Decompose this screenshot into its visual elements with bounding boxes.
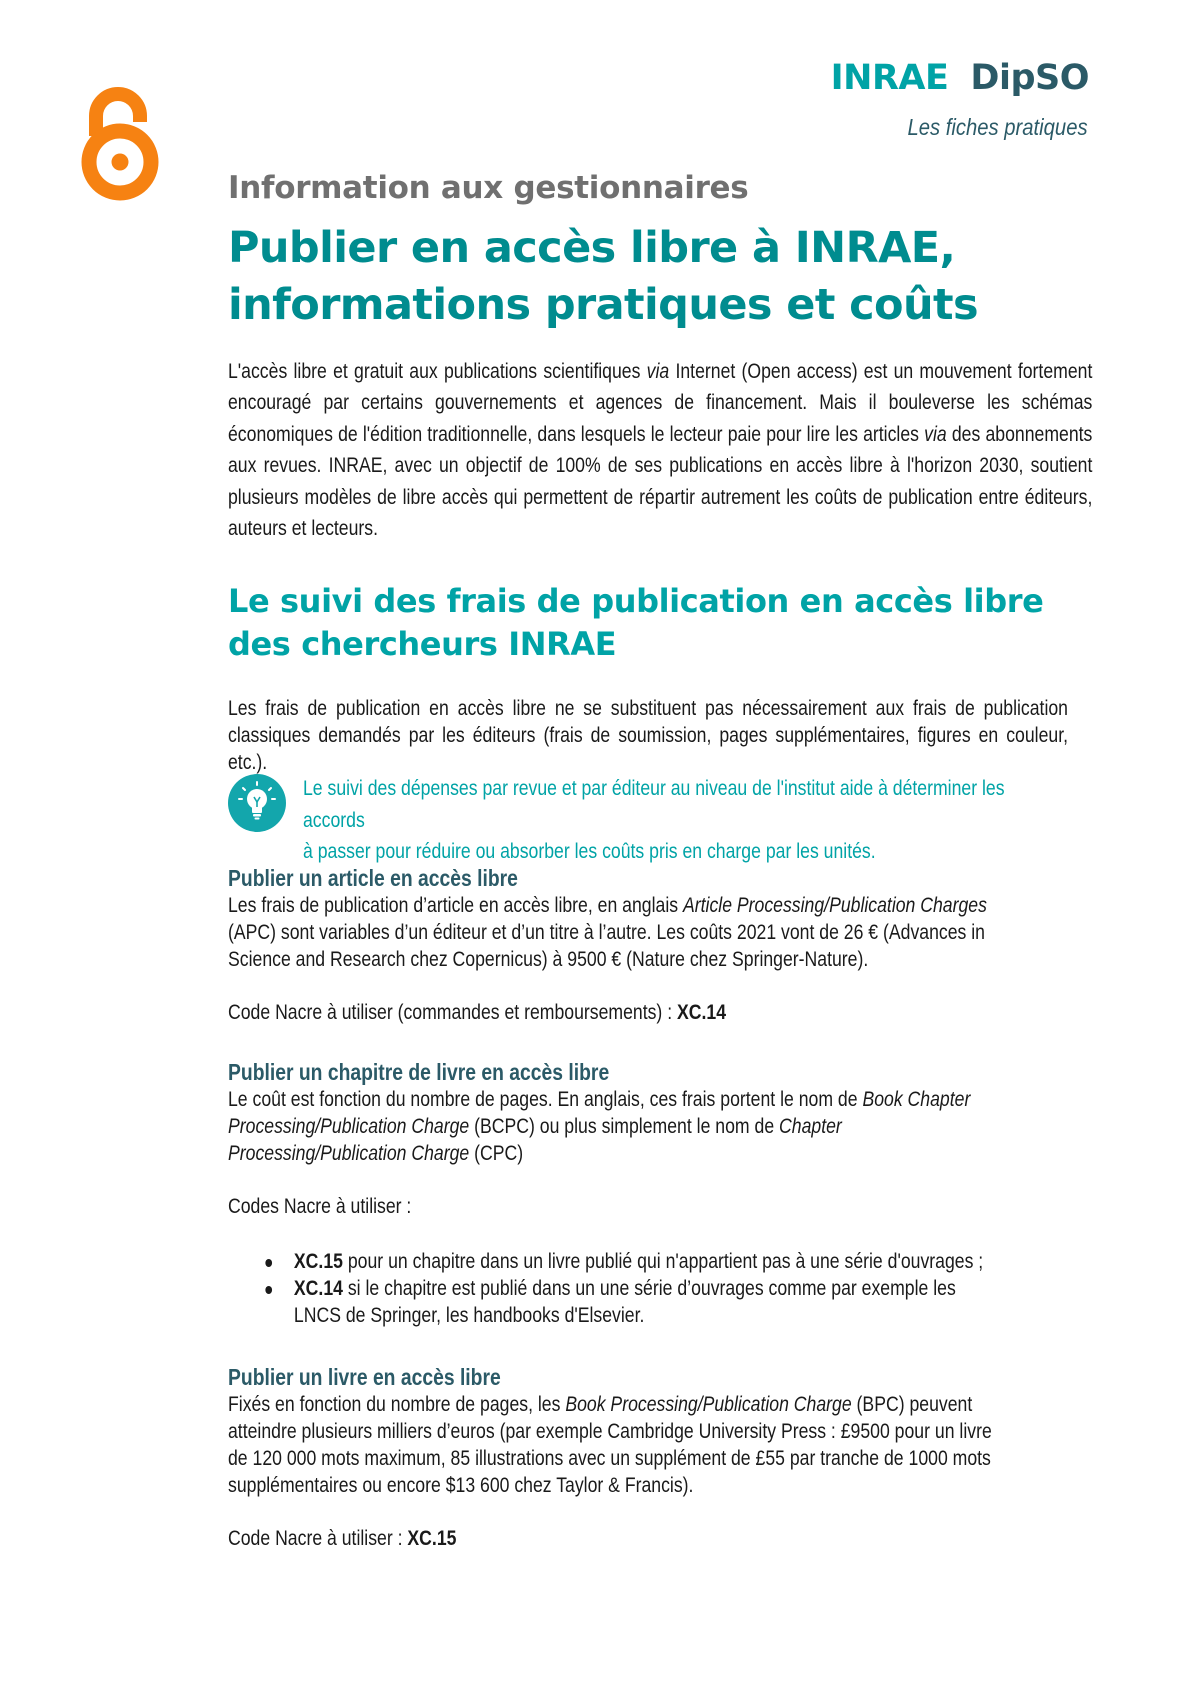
page-title-line-2: informations pratiques et coûts — [228, 280, 978, 330]
book-code-label: Code Nacre à utiliser : — [228, 1527, 408, 1550]
intro-paragraph — [228, 356, 1092, 544]
bullet-code: XC.15 — [293, 1250, 343, 1273]
dipso-logo — [970, 58, 1089, 98]
section-paragraph: Les frais de publication en accès libre ne se substituent pas nécessairement aux frais de publication classiques demandés par les éditeurs (frais de soumission, pages supplémentaires, figures en couleur, etc.). — [228, 697, 1068, 774]
article-code-label: Code Nacre à utiliser (commandes et remboursements) : — [228, 1001, 678, 1024]
article-text-italic: Article Processing/Publication Charges — [682, 894, 987, 917]
book-text-italic: Book Processing/Publication Charge — [565, 1393, 852, 1416]
list-item — [262, 1248, 993, 1275]
section-title — [228, 580, 1088, 666]
intro-via-2: via — [924, 422, 947, 446]
intro-via-1: via — [646, 360, 670, 383]
chapter-text-1: Le coût est fonction du nombre de pages. En anglais, ces frais portent le nom de — [228, 1088, 863, 1111]
article-code-line — [228, 1001, 726, 1025]
section-title-line-1: Le suivi des frais de publication en accès libre — [228, 582, 1044, 620]
dipso-logo-text: DipSO — [970, 58, 1089, 98]
book-paragraph — [228, 1391, 1005, 1499]
bullet-dot — [265, 1286, 272, 1294]
tagline: Les fiches pratiques — [907, 114, 1088, 140]
book-heading: Publier un livre en accès libre — [228, 1364, 501, 1390]
bullet-text: pour un chapitre dans un livre publié qui n'appartient pas à une série d'ouvrages ; — [342, 1250, 984, 1273]
article-paragraph — [228, 892, 1005, 973]
list-item — [262, 1275, 993, 1329]
open-access-lock-icon — [80, 80, 160, 207]
bullet-text: si le chapitre est publié dans un une série d’ouvrages comme par exemple les LNCS de Springer, les handbooks d'Elsevier. — [293, 1277, 956, 1327]
intro-text-3: des abonnements aux revues. INRAE, avec un objectif de 100% de ses publications en accès libre à l'horizon 2030, soutient plusieurs modèles de libre accès qui permettent de répartir autrement les coûts de publication entre éditeurs, auteurs et lecteurs. — [228, 422, 1093, 541]
article-text-1: Les frais de publication d’article en accès libre, en anglais — [228, 894, 683, 917]
chapter-heading: Publier un chapitre de livre en accès libre — [228, 1059, 610, 1085]
intro-text-2: Internet (Open access) est un mouvement fortement encouragé par certains gouvernements et agences de financement. Mais il bouleverse les schémas économiques de l'édition traditionnelle, dans lesquels le lecteur paie pour lire les articles — [228, 360, 1093, 446]
book-code-line — [228, 1527, 456, 1551]
article-code: XC.14 — [677, 1001, 727, 1024]
chapter-codes-label: Codes Nacre à utiliser : — [228, 1195, 412, 1218]
kicker: Information aux gestionnaires — [228, 170, 749, 206]
bullet-dot — [265, 1259, 272, 1267]
header-logos — [831, 58, 1089, 98]
article-text-2: (APC) sont variables d’un éditeur et d’un titre à l’autre. Les coûts 2021 vont de 26 € (Advances in Science and Research chez Copernicus) à 9500 € (Nature chez Springer-Nature). — [228, 921, 985, 971]
section-title-line-2: des chercheurs INRAE — [228, 625, 617, 663]
article-heading: Publier un article en accès libre — [228, 865, 518, 891]
chapter-codes-list — [262, 1248, 993, 1329]
chapter-text-3: (CPC) — [469, 1142, 524, 1165]
page-title-line-1: Publier en accès libre à INRAE, — [228, 223, 956, 273]
chapter-paragraph — [228, 1086, 1005, 1167]
book-text-1: Fixés en fonction du nombre de pages, les — [228, 1393, 566, 1416]
intro-text-1: L'accès libre et gratuit aux publications scientifiques — [228, 360, 647, 383]
bullet-code: XC.14 — [293, 1277, 343, 1300]
chapter-text-2: (BCPC) ou plus simplement le nom de — [469, 1115, 780, 1138]
tip-line-1: Le suivi des dépenses par revue et par éditeur au niveau de l'institut aide à déterminer les accords — [303, 777, 1005, 832]
tip-text — [303, 773, 1042, 868]
book-text-2: (BPC) peuvent atteindre plusieurs milliers d’euros (par exemple Cambridge University Press : £9500 pour un livre de 120 000 mots maximum, 85 illustrations avec un supplément de £55 par tranche de 1000 mots supplémentaires ou encore $13 600 chez Taylor & Francis). — [228, 1393, 992, 1497]
tip-line-2: à passer pour réduire ou absorber les coûts pris en charge par les unités. — [303, 840, 876, 863]
inrae-logo: INRAE — [830, 58, 949, 98]
lightbulb-icon — [228, 774, 286, 837]
book-code: XC.15 — [407, 1527, 457, 1550]
chapter-text-italic-2: Chapter Processing/Publication Charge — [228, 1115, 842, 1165]
page-title — [228, 220, 1028, 334]
chapter-text-italic-1: Book Chapter Processing/Publication Charge — [228, 1088, 971, 1138]
